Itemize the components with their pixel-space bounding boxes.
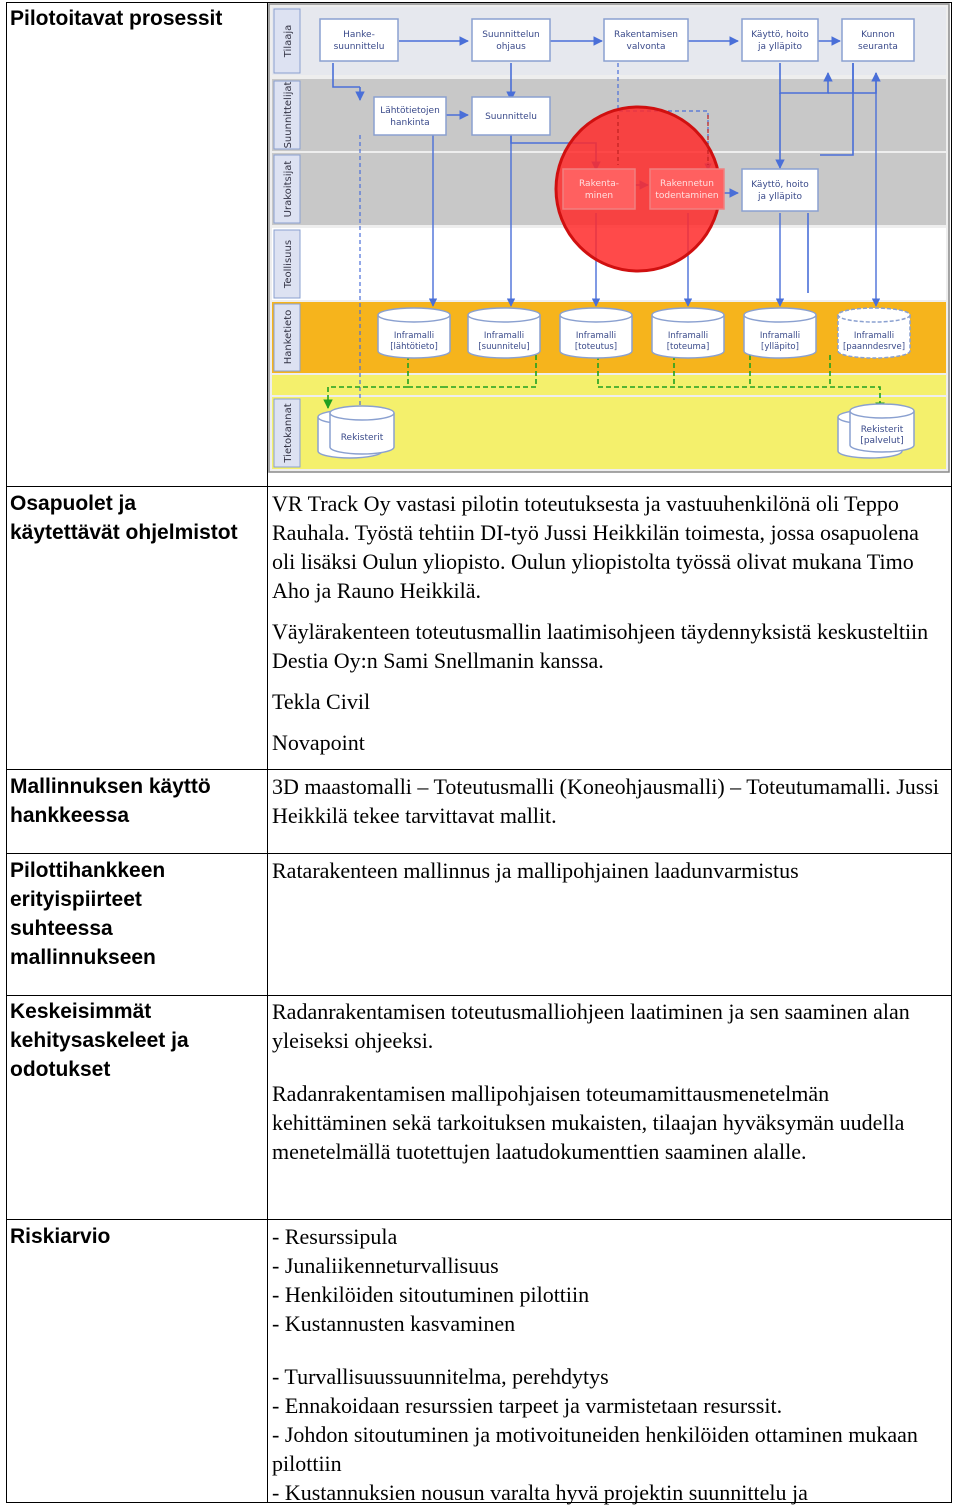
risk-item: - Kustannusten kasvaminen — [272, 1311, 516, 1336]
inframalli-label: [lähtötieto] — [390, 342, 438, 352]
lane-label: Tietokannat — [283, 403, 294, 463]
risk-item: - Resurssipula — [272, 1224, 398, 1249]
inframalli-label: Inframalli — [393, 331, 435, 341]
lane-strip — [272, 375, 946, 395]
paragraph: 3D maastomalli – Toteutusmalli (Koneohjausmalli) – Toteutumamalli. Jussi Heikkilä tekee tarvittavat mallit. — [272, 774, 940, 828]
paragraph: Ratarakenteen mallinnus ja mallipohjainen laadunvarmistus — [272, 858, 799, 883]
rekisterit-label: Rekisterit — [340, 433, 384, 443]
specific-label: Pilottihankkeen erityispiirteet suhteessa mallinnukseen — [10, 859, 166, 969]
rekisterit-label: Rekisterit — [860, 425, 904, 435]
row-divider — [7, 853, 951, 854]
row-divider — [7, 486, 951, 487]
box-label: Rakennetun — [660, 179, 714, 189]
mitigation-item: - Turvallisuussuunnitelma, perehdytys — [272, 1364, 609, 1389]
lane-label: Hanketieto — [283, 309, 294, 365]
paragraph: Radanrakentamisen mallipohjaisen toteumamittausmenetelmän kehittäminen sekä tarkoituksen mukaisten, tilaajan hyväksymän uudella menetelmällä tuotettujen laatudokumenttien saaminen alalle. — [272, 1081, 905, 1164]
lane-label: Teollisuus — [283, 239, 294, 289]
inframalli-label: Inframalli — [483, 331, 525, 341]
box-label: valvonta — [626, 42, 666, 52]
risk-label: Riskiarvio — [10, 1225, 111, 1248]
paragraph: Radanrakentamisen toteutusmalliohjeen laatiminen ja sen saaminen alan yleiseksi ohjeeksi. — [272, 999, 910, 1053]
box-label: Hanke- — [343, 30, 375, 40]
box-label: todentaminen — [655, 191, 719, 201]
box-label: Suunnittelu — [485, 112, 537, 122]
box-label: Lähtötietojen — [380, 106, 440, 116]
paragraph: Väylärakenteen toteutusmallin laatimisohjeen täydennyksistä keskusteltiin Destia Oy:n Sami Snellmanin kanssa. — [272, 619, 929, 673]
parties-label: Osapuolet ja käytettävät ohjelmistot — [10, 492, 238, 544]
box-label: seuranta — [858, 42, 898, 52]
row-divider — [7, 1219, 951, 1220]
box-label: suunnittelu — [333, 42, 385, 52]
process-diagram — [268, 3, 950, 473]
mitigation-item: - Kustannuksien nousun varalta hyvä projektin suunnittelu ja — [272, 1480, 808, 1505]
inframalli-label: Inframalli — [667, 331, 709, 341]
box-label: minen — [584, 191, 614, 201]
box-label: Käyttö, hoito — [751, 180, 809, 190]
row-divider — [7, 769, 951, 770]
inframalli-label: Inframalli — [575, 331, 617, 341]
box-label: Rakentamisen — [614, 30, 678, 40]
inframalli-label: Inframalli — [759, 331, 801, 341]
mitigation-item: - Johdon sitoutuminen ja motivoituneiden henkilöiden ottaminen mukaan pilottiin — [272, 1422, 918, 1476]
inframalli-label: [suunnitelu] — [478, 342, 530, 352]
rekisterit-label: [palvelut] — [860, 436, 904, 446]
lane-label: Urakoitsijat — [283, 160, 294, 218]
box-label: ja ylläpito — [758, 42, 802, 52]
box-label: Käyttö, hoito — [751, 30, 809, 40]
steps-label: Keskeisimmät kehitysaskeleet ja odotukset — [10, 1000, 189, 1081]
inframalli-label: [toteuma] — [666, 342, 710, 352]
box-label: Suunnittelun — [482, 30, 540, 40]
paragraph: VR Track Oy vastasi pilotin toteutuksesta ja vastuuhenkilönä oli Teppo Rauhala. Työstä tehtiin DI-työ Jussi Heikkilän toimesta, jossa osapuolena oli lisäksi Oulun yliopisto. Oulun yliopistolta työssä olivat mukana Timo Aho ja Rauno Heikkilä. — [272, 491, 919, 603]
inframalli-label: [ylläpito] — [761, 342, 799, 352]
risk-content — [272, 1222, 940, 1507]
box-label: Rakenta- — [579, 179, 619, 189]
mitigation-item: - Ennakoidaan resurssien tarpeet ja varmistetaan resurssit. — [272, 1393, 783, 1418]
box-label: ja ylläpito — [758, 192, 802, 202]
parties-content — [272, 489, 940, 757]
lane-label: Suunnittelijat — [283, 81, 294, 149]
inframalli-label: [toteutus] — [574, 342, 618, 352]
modeling-content — [272, 772, 940, 830]
inframalli-label: Inframalli — [853, 331, 895, 341]
risk-item: - Junaliikenneturvallisuus — [272, 1253, 499, 1278]
row-divider — [7, 995, 951, 996]
software-item: Tekla Civil — [272, 689, 371, 714]
inframalli-label: [paanndesrve] — [842, 342, 906, 352]
steps-content — [272, 997, 940, 1166]
risk-item: - Henkilöiden sitoutuminen pilottiin — [272, 1282, 590, 1307]
software-item: Novapoint — [272, 730, 365, 755]
processes-label: Pilotoitavat prosessit — [10, 7, 223, 30]
lane-label: Tilaaja — [283, 24, 294, 58]
box-label: ohjaus — [496, 42, 526, 52]
box-label: Kunnon — [861, 30, 895, 40]
box-label: hankinta — [390, 118, 430, 128]
specific-content — [272, 856, 940, 885]
modeling-label: Mallinnuksen käyttö hankkeessa — [10, 775, 211, 827]
